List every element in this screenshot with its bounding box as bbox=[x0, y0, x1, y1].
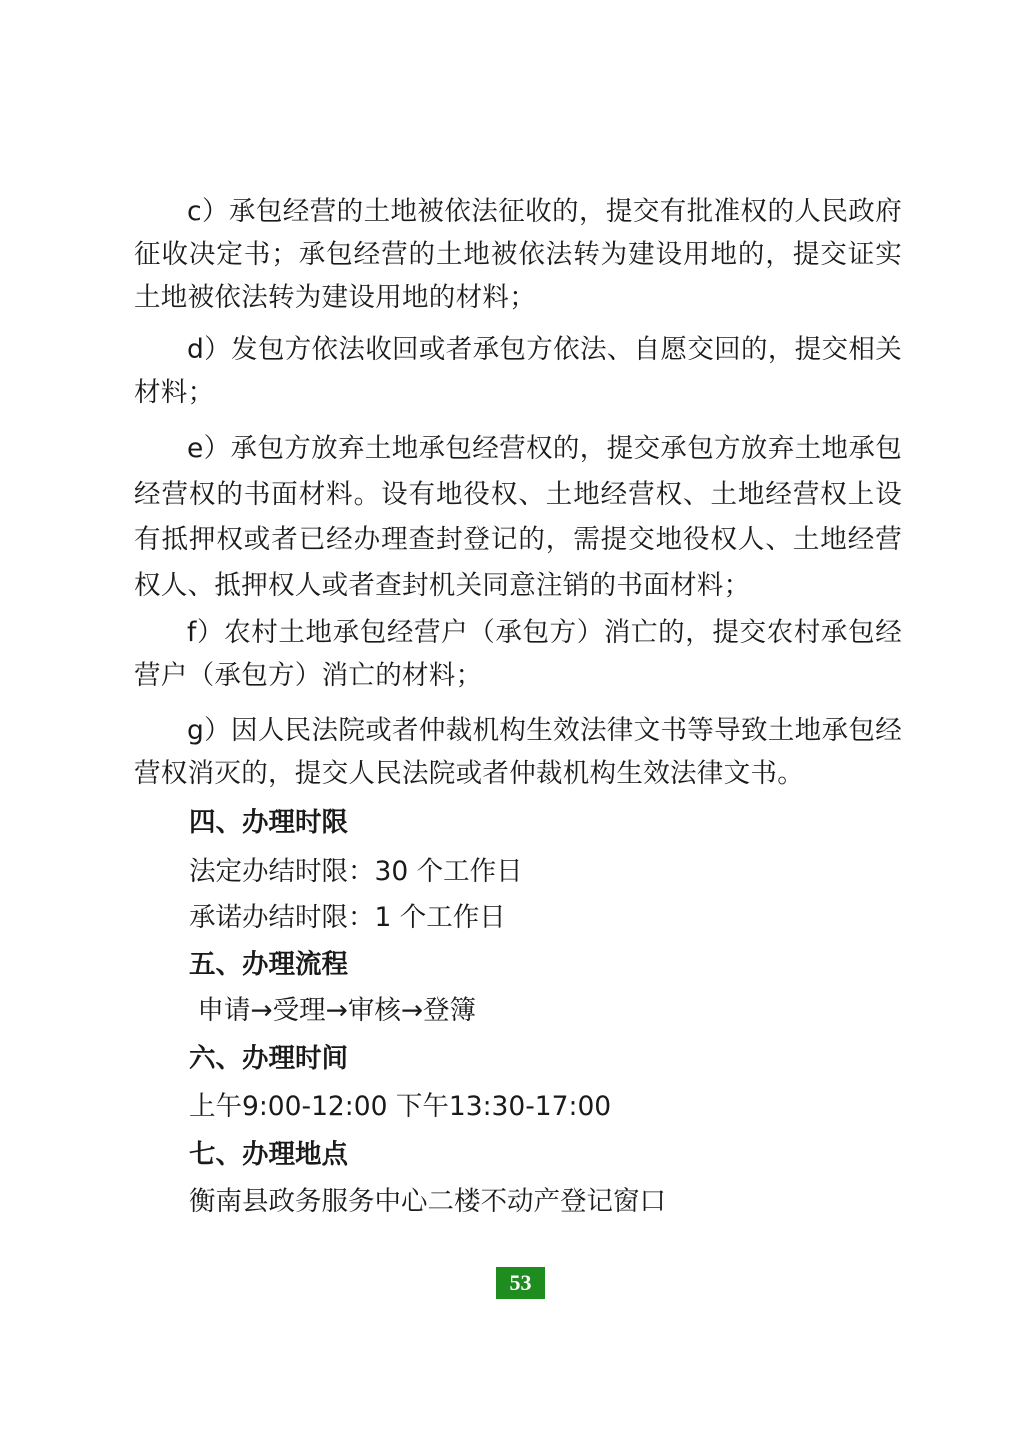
paragraph-f: f）农村土地承包经营户（承包方）消亡的，提交农村承包经营户（承包方）消亡的材料； bbox=[134, 617, 902, 691]
office-location: 衡南县政务服务中心二楼不动产登记窗口 bbox=[189, 1186, 666, 1217]
section-heading-location: 七、办理地点 bbox=[189, 1139, 348, 1170]
section-heading-time-limit: 四、办理时限 bbox=[189, 807, 348, 838]
paragraph-g: g）因人民法院或者仲裁机构生效法律文书等导致土地承包经营权消灭的，提交人民法院或者仲裁机构生效法律文书。 bbox=[134, 715, 902, 789]
section-heading-process: 五、办理流程 bbox=[189, 949, 348, 980]
process-steps: 申请→受理→审核→登簿 bbox=[189, 995, 477, 1026]
statutory-time-limit: 法定办结时限：30 个工作日 bbox=[189, 856, 523, 887]
paragraph-e: e）承包方放弃土地承包经营权的，提交承包方放弃土地承包经营权的书面材料。设有地役权、土地经营权、土地经营权上设有抵押权或者已经办理查封登记的，需提交地役权人、土地经营权人、抵押权人或者查封机关同意注销的书面材料； bbox=[134, 433, 902, 601]
promised-time-limit: 承诺办结时限：1 个工作日 bbox=[189, 902, 506, 933]
section-heading-hours: 六、办理时间 bbox=[189, 1043, 348, 1074]
page-number-badge: 53 bbox=[496, 1267, 545, 1299]
paragraph-c: c）承包经营的土地被依法征收的，提交有批准权的人民政府征收决定书；承包经营的土地被依法转为建设用地的，提交证实土地被依法转为建设用地的材料； bbox=[134, 196, 902, 313]
office-hours: 上午9:00-12:00 下午13:30-17:00 bbox=[189, 1091, 612, 1122]
paragraph-d: d）发包方依法收回或者承包方依法、自愿交回的，提交相关材料； bbox=[134, 334, 902, 408]
